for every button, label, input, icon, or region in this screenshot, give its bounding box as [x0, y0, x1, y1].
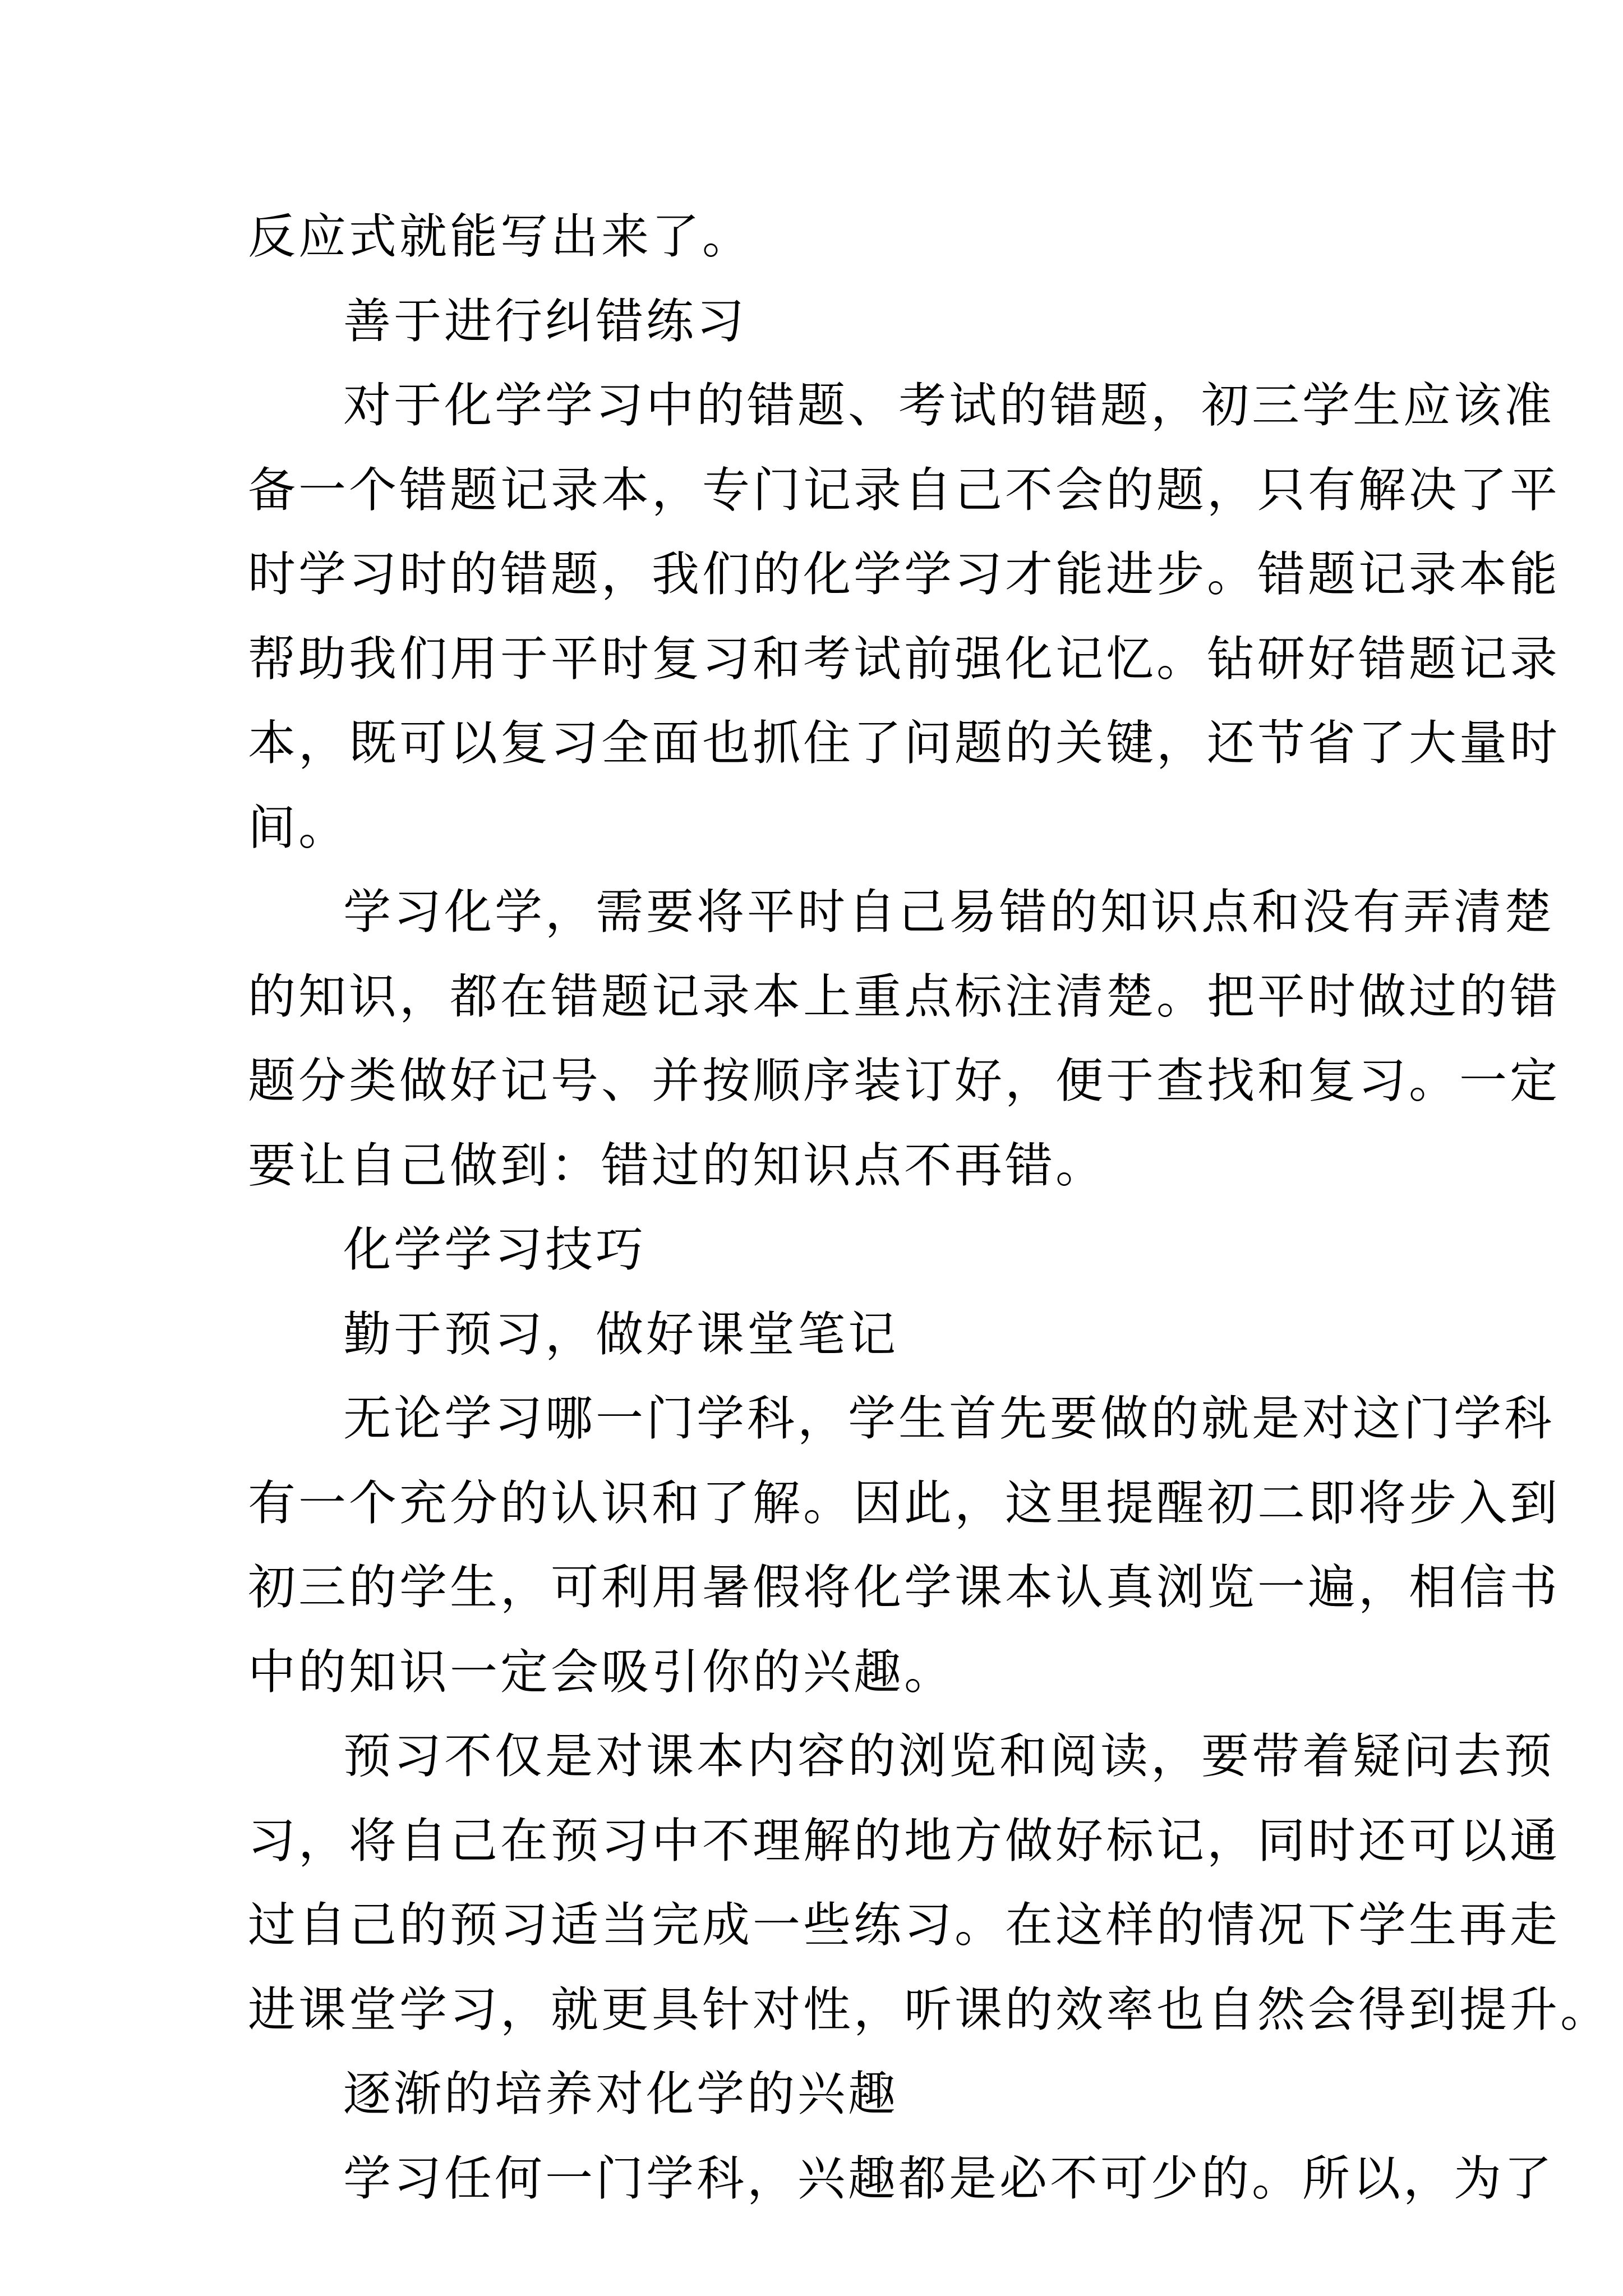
paragraph — [248, 1377, 1561, 1715]
text-line: 习，将自己在预习中不理解的地方做好标记，同时还可以通 — [248, 1813, 1561, 1869]
text-line: 帮助我们用于平时复习和考试前强化记忆。钻研好错题记录 — [248, 631, 1561, 687]
text-line: 学习任何一门学科，兴趣都是必不可少的。所以，为了 — [343, 2151, 1555, 2207]
text-line: 预习不仅是对课本内容的浏览和阅读，要带着疑问去预 — [343, 1729, 1555, 1784]
text-line: 中的知识一定会吸引你的兴趣。 — [248, 1644, 955, 1700]
text-line: 备一个错题记录本，专门记录自己不会的题，只有解决了平 — [248, 462, 1561, 518]
paragraph — [248, 1293, 1392, 1378]
text-line: 的知识，都在错题记录本上重点标注清楚。把平时做过的错 — [248, 969, 1561, 1025]
paragraph — [248, 364, 1561, 871]
text-line: 初三的学生，可利用暑假将化学课本认真浏览一遍，相信书 — [248, 1560, 1561, 1616]
text-line: 要让自己做到：错过的知识点不再错。 — [248, 1138, 1106, 1194]
text-line: 学习化学，需要将平时自己易错的知识点和没有弄清楚 — [343, 885, 1555, 940]
text-line: 化学学习技巧 — [343, 1222, 647, 1278]
paragraph — [248, 1715, 1611, 2053]
text-line: 本，既可以复习全面也抓住了问题的关键，还节省了大量时 — [248, 716, 1561, 771]
paragraph — [248, 1208, 1392, 1293]
paragraph — [248, 195, 1392, 280]
text-line: 进课堂学习，就更具针对性，听课的效率也自然会得到提升。 — [248, 1982, 1611, 2038]
paragraph — [248, 280, 1392, 365]
text-line: 对于化学学习中的错题、考试的错题，初三学生应该准 — [343, 378, 1555, 434]
text-line: 勤于预习，做好课堂笔记 — [343, 1306, 899, 1363]
text-line: 无论学习哪一门学科，学生首先要做的就是对这门学科 — [343, 1391, 1555, 1447]
text-line: 善于进行纠错练习 — [343, 293, 748, 349]
text-line: 时学习时的错题，我们的化学学习才能进步。错题记录本能 — [248, 547, 1561, 602]
text-line: 题分类做好记号、并按顺序装订好，便于查找和复习。一定 — [248, 1053, 1561, 1109]
text-line: 过自己的预习适当完成一些练习。在这样的情况下学生再走 — [248, 1898, 1561, 1953]
text-line: 反应式就能写出来了。 — [248, 209, 753, 265]
text-line: 有一个充分的认识和了解。因此，这里提醒初二即将步入到 — [248, 1475, 1561, 1531]
paragraph — [248, 2137, 1555, 2222]
paragraph — [248, 871, 1561, 1208]
paragraph — [248, 2053, 1392, 2137]
document-body — [248, 195, 1611, 2221]
text-line: 逐渐的培养对化学的兴趣 — [343, 2067, 899, 2122]
text-line: 间。 — [248, 800, 349, 856]
